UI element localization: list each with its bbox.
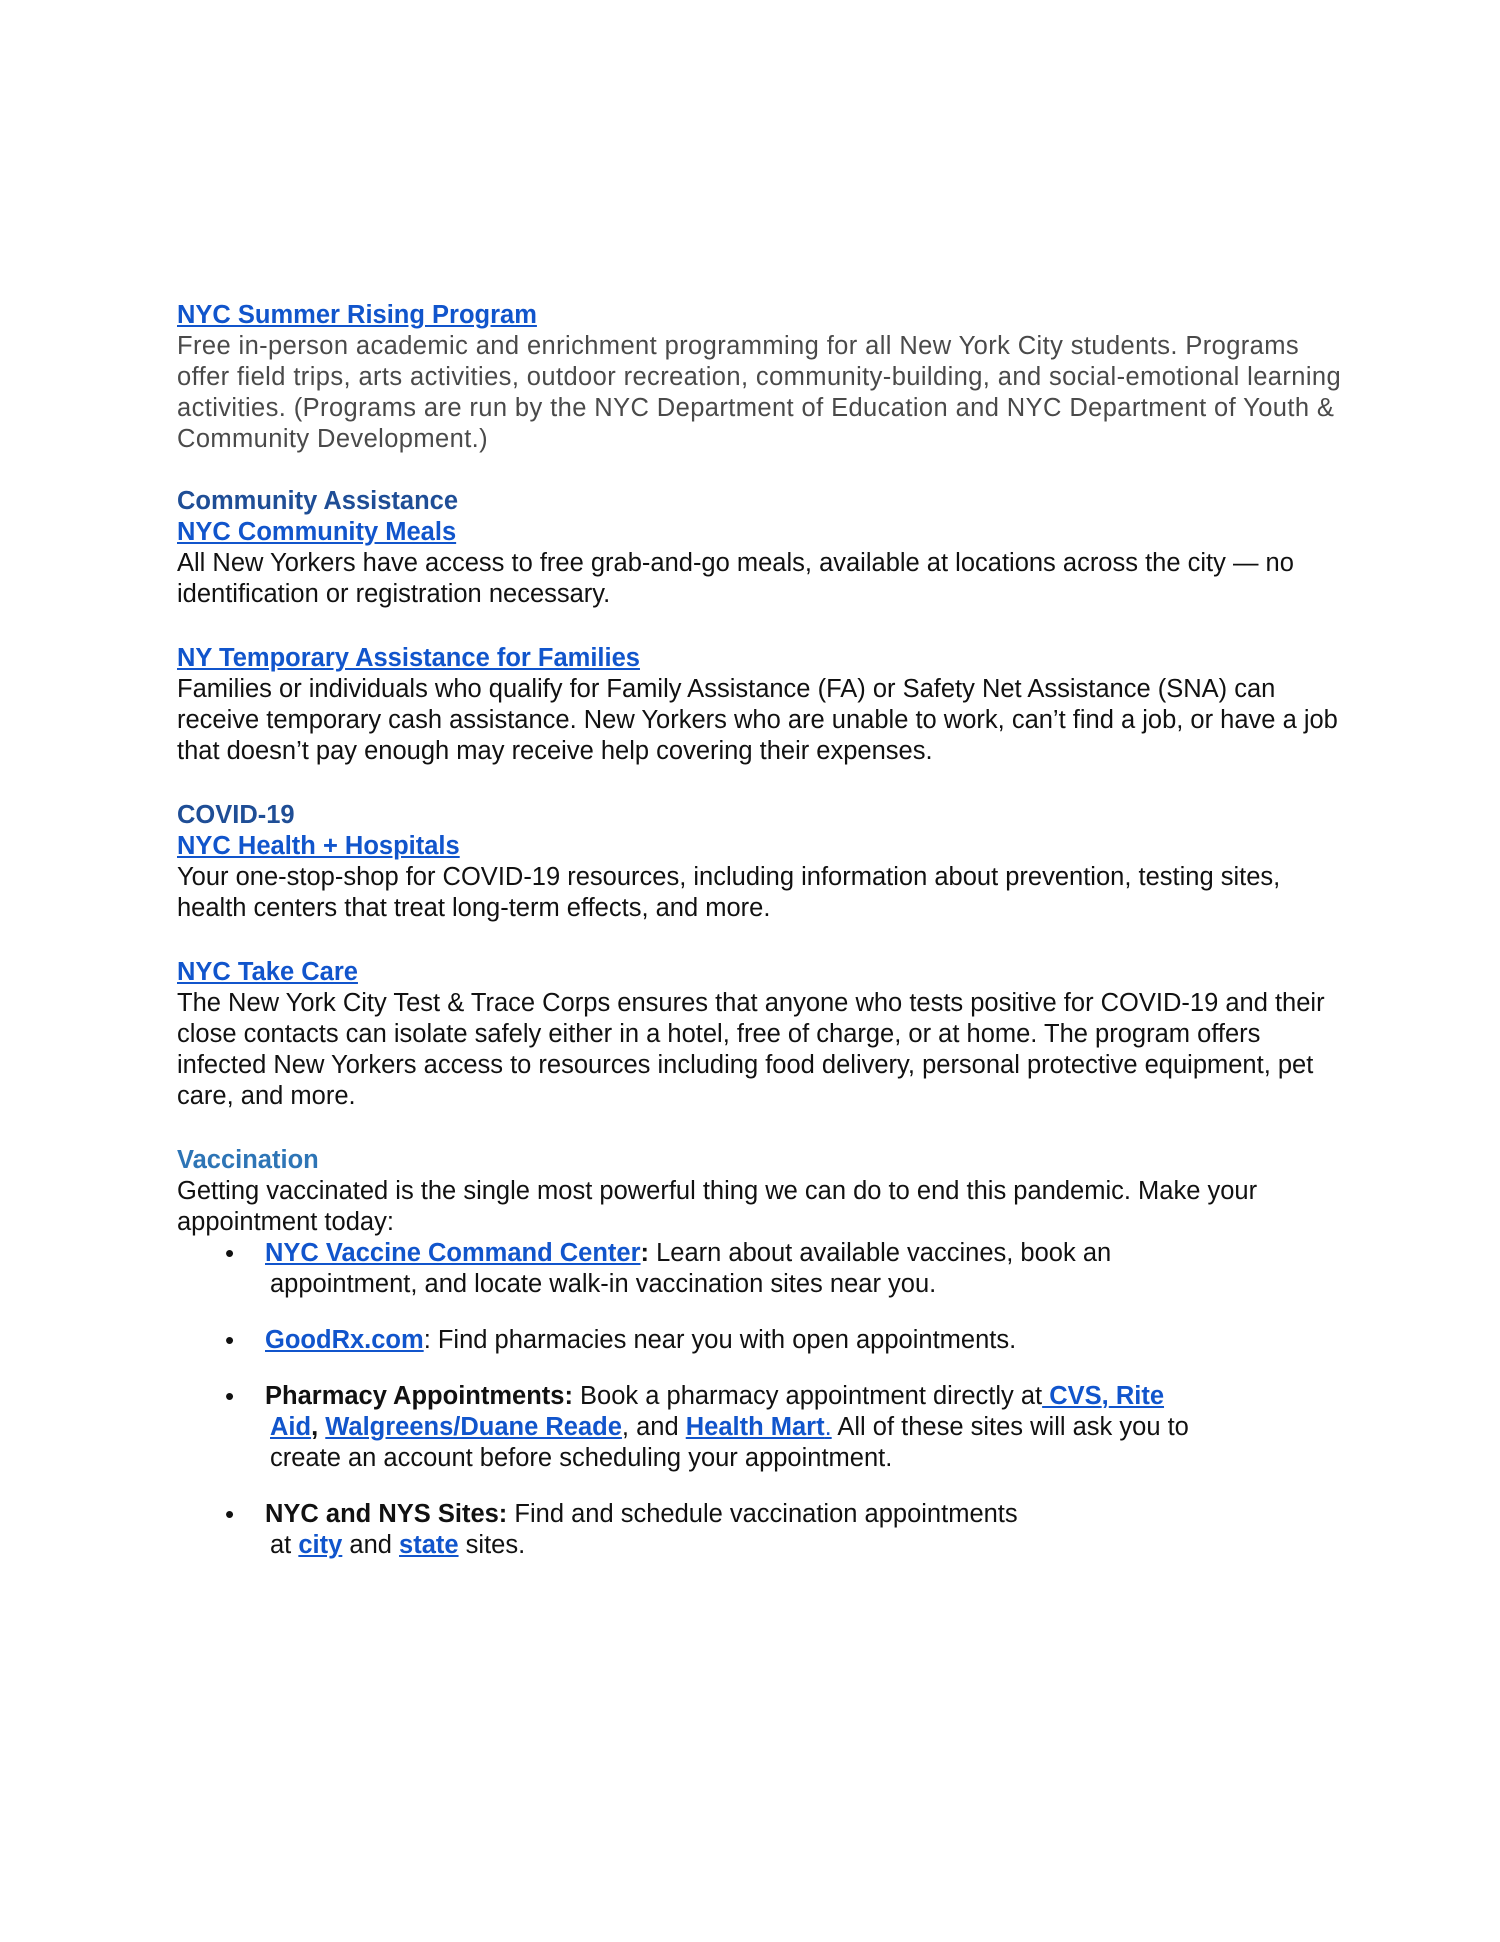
state-sites-link[interactable]: state	[399, 1531, 459, 1559]
document-page	[177, 300, 1347, 1586]
and-text: , and	[621, 1413, 686, 1441]
pharmacy-appointments-label: Pharmacy Appointments:	[265, 1382, 573, 1410]
cvs-link[interactable]: CVS	[1042, 1382, 1102, 1410]
at-text: at	[270, 1531, 299, 1559]
community-meals-description: All New Yorkers have access to free grab-and-go meals, available at locations across the city — no identification or registration necessary.	[177, 549, 1294, 608]
list-item-goodrx	[265, 1325, 1347, 1356]
health-mart-link[interactable]: Health Mart	[685, 1413, 825, 1441]
goodrx-link[interactable]: GoodRx.com	[265, 1326, 424, 1354]
list-item-pharmacy-appointments	[265, 1381, 1347, 1474]
and-text: and	[342, 1531, 400, 1559]
city-sites-link[interactable]: city	[298, 1531, 343, 1559]
rite-aid-link[interactable]: Rite	[1108, 1382, 1165, 1410]
community-assistance-section	[177, 486, 1347, 767]
sites-text: sites.	[458, 1531, 526, 1559]
take-care-description: The New York City Test & Trace Corps ensures that anyone who tests positive for COVID-19 and their close contacts can isolate safely either in a hotel, free of charge, or at home. The program offers infected New Yorkers access to resources including food delivery, personal protective equipment, pet care, and more.	[177, 989, 1325, 1110]
goodrx-text: : Find pharmacies near you with open appointments.	[423, 1326, 1017, 1354]
summer-rising-link[interactable]: NYC Summer Rising Program	[177, 301, 537, 329]
vaccine-command-center-text-cont: appointment, and locate walk-in vaccination sites near you.	[270, 1270, 937, 1298]
nyc-nys-sites-line2	[265, 1530, 1347, 1561]
pharmacy-appointments-line3: create an account before scheduling your appointment.	[270, 1444, 893, 1472]
list-item-nyc-nys-sites	[265, 1499, 1347, 1561]
summer-rising-description: Free in-person academic and enrichment programming for all New York City students. Programs offer field trips, arts activities, outdoor recreation, community-building, and social-emotional learning activities. (Programs are run by the NYC Department of Education and NYC Department of Youth & Community Development.)	[177, 332, 1342, 453]
pharmacy-appointments-text2: All of these sites will ask you to	[831, 1413, 1189, 1441]
take-care-link[interactable]: NYC Take Care	[177, 958, 358, 986]
comma-link[interactable]: ,	[1101, 1382, 1109, 1410]
rite-aid-link-cont[interactable]: Aid	[270, 1413, 312, 1441]
community-assistance-heading: Community Assistance	[177, 487, 459, 515]
nyc-nys-sites-text: Find and schedule vaccination appointments	[507, 1500, 1018, 1528]
colon: :	[640, 1239, 650, 1267]
period-link[interactable]: .	[824, 1413, 832, 1441]
vaccine-command-center-text: Learn about available vaccines, book an	[649, 1239, 1112, 1267]
pharmacy-appointments-line2	[265, 1412, 1347, 1443]
comma: ,	[311, 1413, 319, 1441]
covid-heading: COVID-19	[177, 801, 295, 829]
covid-section	[177, 800, 1347, 1112]
nyc-nys-sites-label: NYC and NYS Sites:	[265, 1500, 508, 1528]
temporary-assistance-link[interactable]: NY Temporary Assistance for Families	[177, 644, 640, 672]
pharmacy-appointments-text: Book a pharmacy appointment directly at	[572, 1382, 1043, 1410]
vaccination-heading: Vaccination	[177, 1146, 319, 1174]
vaccination-intro: Getting vaccinated is the single most powerful thing we can do to end this pandemic. Make your appointment today:	[177, 1177, 1258, 1236]
list-item-vaccine-command-center	[265, 1238, 1347, 1300]
health-hospitals-description: Your one-stop-shop for COVID-19 resources, including information about prevention, testing sites, health centers that treat long-term effects, and more.	[177, 863, 1281, 922]
vaccine-command-center-link[interactable]: NYC Vaccine Command Center	[265, 1239, 641, 1267]
summer-rising-section	[177, 300, 1347, 455]
health-hospitals-link[interactable]: NYC Health + Hospitals	[177, 832, 460, 860]
vaccination-section	[177, 1145, 1347, 1561]
walgreens-duane-reade-link[interactable]: Walgreens/Duane Reade	[325, 1413, 622, 1441]
vaccination-list	[177, 1238, 1347, 1561]
temporary-assistance-description: Families or individuals who qualify for Family Assistance (FA) or Safety Net Assistance (SNA) can receive temporary cash assistance. New Yorkers who are unable to work, can’t find a job, or have a job that doesn’t pay enough may receive help covering their expenses.	[177, 675, 1338, 765]
community-meals-link[interactable]: NYC Community Meals	[177, 518, 457, 546]
